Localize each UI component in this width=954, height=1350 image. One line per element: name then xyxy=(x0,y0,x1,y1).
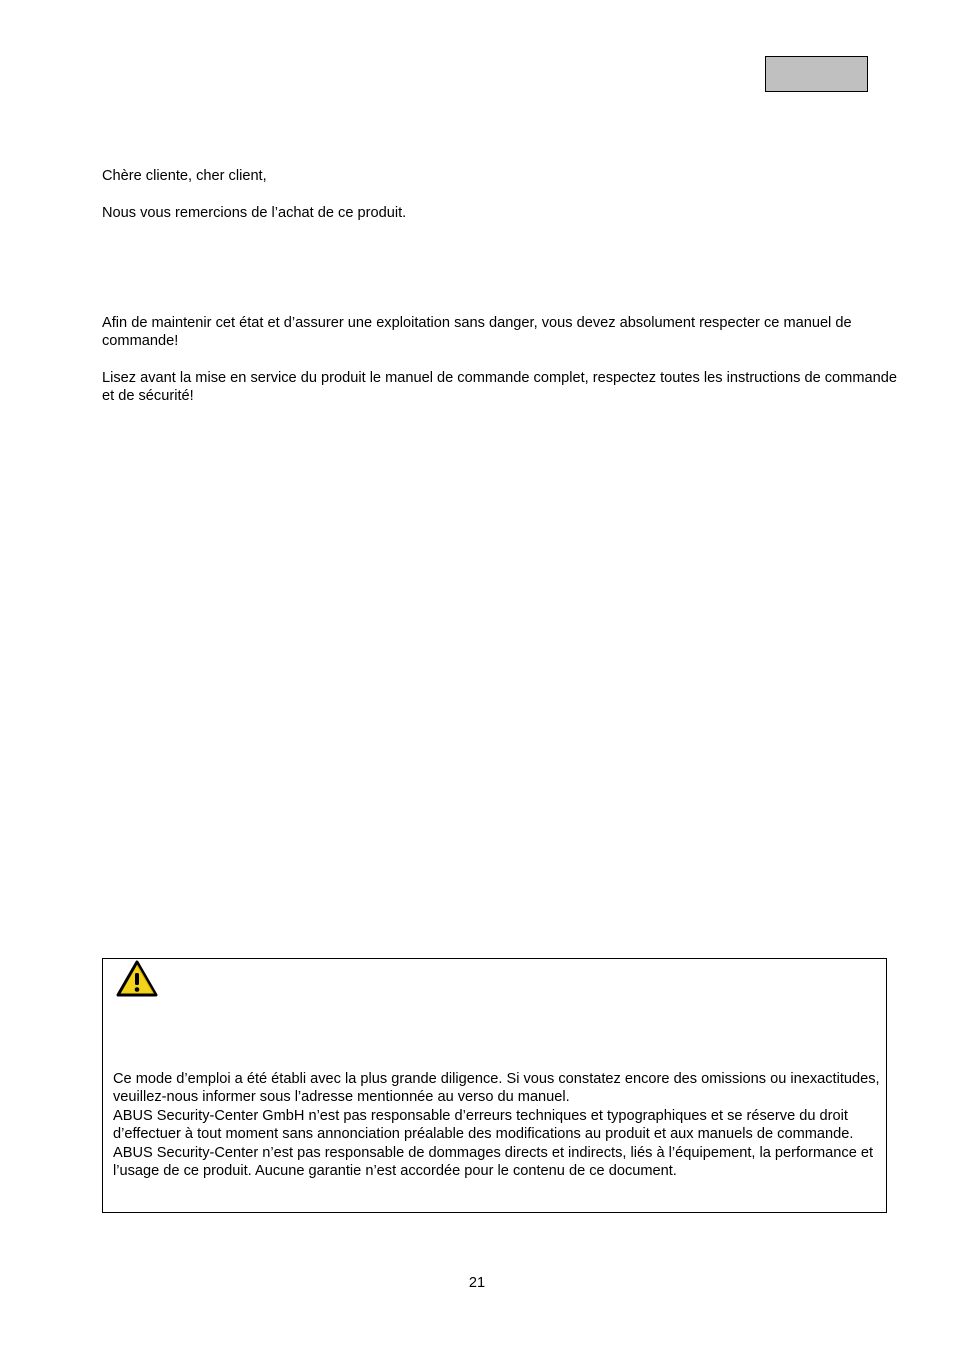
disclaimer-box xyxy=(102,958,887,1213)
maintain-instruction: Afin de maintenir cet état et d’assurer une exploitation sans danger, vous devez absolument respecter ce manuel de commande! xyxy=(102,315,852,350)
disclaimer-text xyxy=(113,1070,888,1180)
disclaimer-paragraph-diligence: Ce mode d’emploi a été établi avec la plus grande diligence. Si vous constatez encore des omissions ou inexactitudes, veuillez-nous informer sous l’adresse mentionnée au verso du manuel. xyxy=(113,1071,880,1106)
warning-icon xyxy=(115,959,159,999)
disclaimer-paragraph-technical-errors: ABUS Security-Center GmbH n’est pas responsable d’erreurs techniques et typographiques et se réserve du droit d’effectuer à tout moment sans annonciation préalable des modifications au produit et aux manuels de commande. xyxy=(113,1107,854,1143)
language-tab-box xyxy=(765,56,868,92)
thanks-text: Nous vous remercions de l’achat de ce produit. xyxy=(102,205,407,221)
disclaimer-paragraph-liability: ABUS Security-Center n’est pas responsable de dommages directs et indirects, liés à l’équipement, la performance et l’usage de ce produit. Aucune garantie n’est accordée pour le contenu de ce document. xyxy=(113,1144,874,1180)
read-manual-instruction: Lisez avant la mise en service du produit le manuel de commande complet, respectez toutes les instructions de commande et de sécurité! xyxy=(102,370,897,405)
page-number: 21 xyxy=(468,1275,486,1291)
greeting-text: Chère cliente, cher client, xyxy=(102,168,267,184)
